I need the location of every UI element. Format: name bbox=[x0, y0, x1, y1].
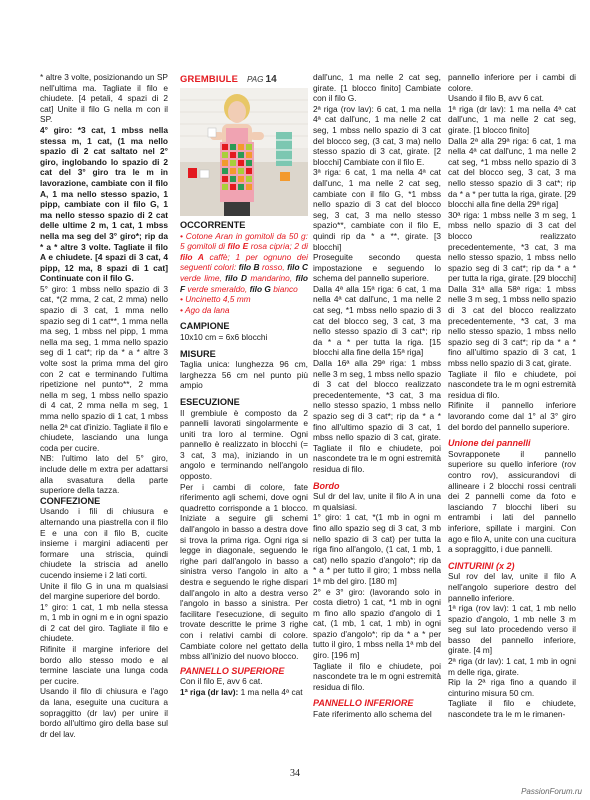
paragraph: Unite il filo G in una m qualsiasi del margine superiore del bordo. bbox=[40, 580, 168, 602]
column-3 bbox=[313, 72, 441, 720]
paragraph: Proseguite secondo questa impostazione e seguendo lo schema del pannello superiore. bbox=[313, 252, 441, 284]
section-heading-misure: MISURE bbox=[180, 348, 216, 359]
paragraph: Fate riferimento allo schema del bbox=[313, 709, 432, 720]
paragraph: * altre 3 volte, posizionando un SP nell'ultima ma. Tagliate il filo e chiudete. [4 petali, 4 spazi di 2 cat] Unite il filo G nella m con il SP. bbox=[40, 72, 168, 125]
materials-list-item: • Uncinetto 4,5 mm bbox=[180, 294, 251, 305]
paragraph: Rifinite il margine inferiore del bordo allo stesso modo e al termine lasciate una lunga coda per cucire. bbox=[40, 644, 168, 686]
watermark: PassionForum.ru bbox=[521, 787, 582, 796]
note: NB: l'ultimo lato del 5° giro, include delle m extra per adattarsi alla svasatura della parte superiore della tazza. bbox=[40, 453, 168, 496]
paragraph bbox=[40, 125, 168, 284]
round-4-text: 4° giro: *3 cat, 1 mbss nella stessa m, 1 cat, (1 ma nello spazio di 2 cat saltato nel 2° giro, inglobando lo spazio di 2 cat del 3° giro tra le m in lavorazione, cambiate con il filo A, 1 ma nello stesso spazio, 1 pipp, cambiate con il filo G, 1 ma nello stesso spazio di 2 cat delle ultime 2 m, 1 cat, 1 mbss nella ma seg del 3° giro*; rip da * a * altre 3 volte. Tagliate il filo A e chiudete. [4 spazi di 3 cat, 4 pipp, 12 ma, 8 spazi di 1 cat] Continuate con il filo G. bbox=[40, 124, 168, 284]
paragraph: Dalla 16ª alla 29ª riga: 1 mbss nelle 3 m seg, 1 mbss nello spazio di 3 cat del blocco realizzato precedentemente, *3 cat, 3 ma nello stesso spazio, 1 mbss nello spazio seg di 3 cat*; rip da * a * fino all'ultimo spazio di 3 cat, 1 mbss nello spazio di 3 cat, girate. Tagliate il filo e chiudete, poi nascondete tra le m ogni estremità residua di filo. bbox=[313, 358, 442, 474]
apron-illustration bbox=[180, 88, 308, 216]
pattern-title: GREMBIULE bbox=[180, 73, 239, 84]
apron-photo bbox=[180, 88, 308, 216]
paragraph: Tagliate il filo e chiudete, poi nascondete tra le m ogni estremità residua di filo. bbox=[313, 660, 442, 692]
paragraph: Usando il filo di chiusura e l'ago da lana, eseguite una cucitura a sopraggitto (dr lav) per unire il bordo all'ultimo giro della base sul dr del lav. bbox=[40, 686, 168, 739]
paragraph: dall'unc, 1 ma nelle 2 cat seg, girate. [1 blocco finito] Cambiate con il filo G. bbox=[313, 72, 441, 104]
paragraph: Sul rov del lav, unite il filo A nell'angolo superiore destro del pannello inferiore. bbox=[448, 571, 576, 603]
section-heading-esecuzione: ESECUZIONE bbox=[180, 396, 240, 407]
page-reference: PAG 14 bbox=[247, 74, 277, 85]
paragraph: Il grembiule è composto da 2 pannelli lavorati singolarmente e uniti tra loro al termine. Ogni pannello è realizzato in blocchi (= 3 cat, 3 ma), iniziando in un angolo e terminando nell'angolo opposto. bbox=[180, 407, 308, 482]
paragraph: 3ª riga: 6 cat, 1 ma nella 4ª cat dall'unc, 1 ma nelle 2 cat seg, cambiate con il filo G, *1 mbss nello spazio di 3 cat del blocco seg, 3 cat, 3 ma nello stesso spazio**, cambiate con il filo E, quindi rip da * a **, girate. [3 blocchi] bbox=[313, 167, 441, 252]
paragraph: 1ª riga (dr lav): 1 ma nella 4ª cat bbox=[180, 686, 303, 697]
paragraph: 1° giro: 1 cat, 1 mb nella stessa m, 1 mb in ogni m e in ogni spazio di 2 cat del giro. Tagliate il filo e chiudete. bbox=[40, 601, 168, 644]
section-heading-confezione: CONFEZIONE bbox=[40, 495, 101, 506]
section-heading-bordo: Bordo bbox=[313, 480, 340, 491]
paragraph: Dalla 4ª alla 15ª riga: 6 cat, 1 ma nella 4ª cat dall'unc, 1 ma nelle 2 cat seg, *1 mbss nello spazio di 3 cat del blocco seg, 3 cat, 3 ma nello stesso spazio di 3 cat*; rip da * a * per tutta la riga. [15 blocchi alla fine della 15ª riga] bbox=[313, 283, 441, 358]
section-heading-cinturini: CINTURINI (x 2) bbox=[448, 560, 515, 571]
column-4 bbox=[448, 72, 576, 720]
paragraph: Sul dr del lav, unite il filo A in una m qualsiasi. bbox=[313, 491, 441, 512]
paragraph: Per i cambi di colore, fate riferimento agli schemi, dove ogni quadretto corrisponde a 1 blocco. Iniziate a seguire gli schemi dall'angolo in basso a destra dove si trova la prima riga. Ogni riga si legge in diagonale, seguendo le righe pari dall'angolo in basso a sinistra verso l'angolo in alto a destra e seguendo le righe dispari dall'angolo in alto a destra verso l'angolo in basso a sinistra. Per facilitare l'esecuzione, di seguito trovate descritte le prime 3 righe con i relativi cambi di colore. Cambiate colore nel gettato della mbss all'inizio del nuovo blocco. bbox=[180, 481, 308, 662]
column-2 bbox=[180, 220, 308, 698]
section-heading-pannello-inferiore: PANNELLO INFERIORE bbox=[313, 698, 414, 709]
section-heading-campione: CAMPIONE bbox=[180, 321, 230, 332]
column-1 bbox=[40, 72, 168, 739]
size-text: Taglia unica: lunghezza 96 cm, larghezza 56 cm nel punto più ampio bbox=[180, 359, 308, 391]
gauge-text: 10x10 cm = 6x6 blocchi bbox=[180, 331, 268, 342]
section-heading-unione: Unione dei pannelli bbox=[448, 438, 531, 449]
paragraph: 2ª riga (rov lav): 6 cat, 1 ma nella 4ª cat dall'unc, 1 ma nelle 2 cat seg, 1 mbss nello spazio di 3 cat del blocco seg, (3 cat, 3 ma) nello stesso spazio di 3 cat, girate. [2 blocchi] Cambiate con il filo E. bbox=[313, 103, 441, 167]
paragraph: Usando il filo B, avv 6 cat. bbox=[448, 93, 544, 104]
paragraph: 2ª riga (dr lav): 1 cat, 1 mb in ogni m delle riga, girate. bbox=[448, 656, 576, 677]
materials-list: • Cotone Aran in gomitoli da 50 g: 5 gomitoli di filo E rosa cipria; 2 di filo A caffè; 1 per ognuno dei seguenti colori: filo B rosso, filo C verde lime, filo D mandarino, filo F verde smeraldo, filo G bianco bbox=[180, 230, 309, 294]
paragraph: 2° e 3° giro: (lavorando solo in costa dietro) 1 cat, *1 mb in ogni m fino allo spazio d'angolo di 1 cat, (1 mb, 1 cat, 1 mb) in ogni spazio d'angolo*; rip da * a * per tutto il giro, 1 mbss nella 1ª mb del giro. [196 m] bbox=[313, 586, 441, 661]
paragraph: 1ª riga (rov lav): 1 cat, 1 mb nello spazio d'angolo, 1 mb nelle 3 m seg sul lato procedendo verso il basso del pannello inferiore, girate. [4 m] bbox=[448, 603, 576, 656]
page-number: 34 bbox=[290, 768, 300, 779]
paragraph: Tagliate il filo e chiudete, poi nascondete tra le m ogni estremità residua di filo. bbox=[448, 368, 577, 400]
section-heading-pannello-superiore: PANNELLO SUPERIORE bbox=[180, 665, 285, 676]
paragraph: 30ª riga: 1 mbss nelle 3 m seg, 1 mbss nello spazio di 3 cat del blocco realizzato precedentemente, *3 cat, 3 ma nello stesso spazio, 1 mbss nello spazio seg di 3 cat*; rip da * a * per tutta la riga, girate. [29 blocchi] bbox=[448, 209, 577, 284]
paragraph: Rifinite il pannello inferiore lavorando come dal 1° al 3° giro del bordo del pannello superiore. bbox=[448, 400, 576, 432]
paragraph: Tagliate il filo e chiudete, nascondete tra le m le rimanen- bbox=[448, 698, 576, 720]
paragraph: 1ª riga (dr lav): 1 ma nella 4ª cat dall'unc, 1 ma nelle 2 cat seg, girate. [1 blocco finito] bbox=[448, 103, 576, 135]
paragraph: Sovrapponete il pannello superiore su quello inferiore (rov contro rov), assicurandovi di allineare i 2 blocchi rossi centrali dei 2 pannelli come da foto e lasciando 7 blocchi liberi su entrambi i lati del pannello inferiore, spillate i margini. Con ago e filo A, unite con una cucitura a sopraggitto, i due pannelli. bbox=[448, 448, 576, 555]
paragraph: Dalla 31ª alla 58ª riga: 1 mbss nelle 3 m seg, 1 mbss nello spazio di 3 cat del blocco realizzato precedentemente, *3 cat, 3 ma nello stesso spazio, 1 mbss nello spazio seg di 3 cat*; rip da * a * fino all'ultimo spazio di 3 cat, 1 mbss nello spazio di 3 cat, girate. bbox=[448, 283, 576, 369]
paragraph: 1° giro: 1 cat, *(1 mb in ogni m fino allo spazio seg di 3 cat, 3 mb nello spazio di 3 cat) per tutta la riga fino all'angolo, (1 cat, 1 mb, 1 cat) nello spazio d'angolo*; rip da * a * per tutto il giro; 1 mbss nella 1ª mb del giro. [180 m] bbox=[313, 512, 441, 586]
section-heading-occorrente: OCCORRENTE bbox=[180, 220, 246, 230]
materials-list-item: • Ago da lana bbox=[180, 304, 230, 315]
paragraph: pannello inferiore per i cambi di colore. bbox=[448, 72, 576, 93]
round-5-text: 5° giro: 1 mbss nello spazio di 3 cat, *(2 mma, 2 cat, 2 mma) nello spazio di 3 cat, 1 mma nello spazio seg di 1 cat**, 1 mma nella ma seg, 1 mbss nel pipp, 1 mma nella ma seg, 1 mma nello spazio seg di 1 cat*; rip da * a * altre 3 volte sost la prima mma del giro con 2 cat e terminando l'ultima ripetizione nel punto**, 2 mma nella m seg, 1 mbss nello spazio di 4 cat, 2 mma nella m seg, 1 mma nello spazio di 1 cat, 1 mbss nella 2ª cat d'inizio. Tagliate il filo e chiudete, lasciando una lunga coda per cucire. bbox=[40, 283, 168, 453]
paragraph: Con il filo E, avv 6 cat. bbox=[180, 676, 263, 687]
paragraph bbox=[40, 284, 168, 454]
paragraph: Dalla 2ª alla 29ª riga: 6 cat, 1 ma nella 4ª cat dall'unc, 1 ma nelle 2 cat seg, *1 mbss nello spazio di 3 cat del blocco seg, 3 cat, 3 ma nello stesso spazio di 3 cat*; rip da * a * per tutta la riga, girate. [29 blocchi alla fine della 29ª riga] bbox=[448, 135, 576, 210]
paragraph: Usando i fili di chiusura e alternando una piastrella con il filo E e una con il filo B, cucite insieme i margini adiacenti per formare una striscia, quindi chiudete la striscia ad anello cucendo insieme i 2 lati corti. bbox=[40, 506, 168, 580]
paragraph: Rip la 2ª riga fino a quando il cinturino misura 50 cm. bbox=[448, 677, 576, 698]
